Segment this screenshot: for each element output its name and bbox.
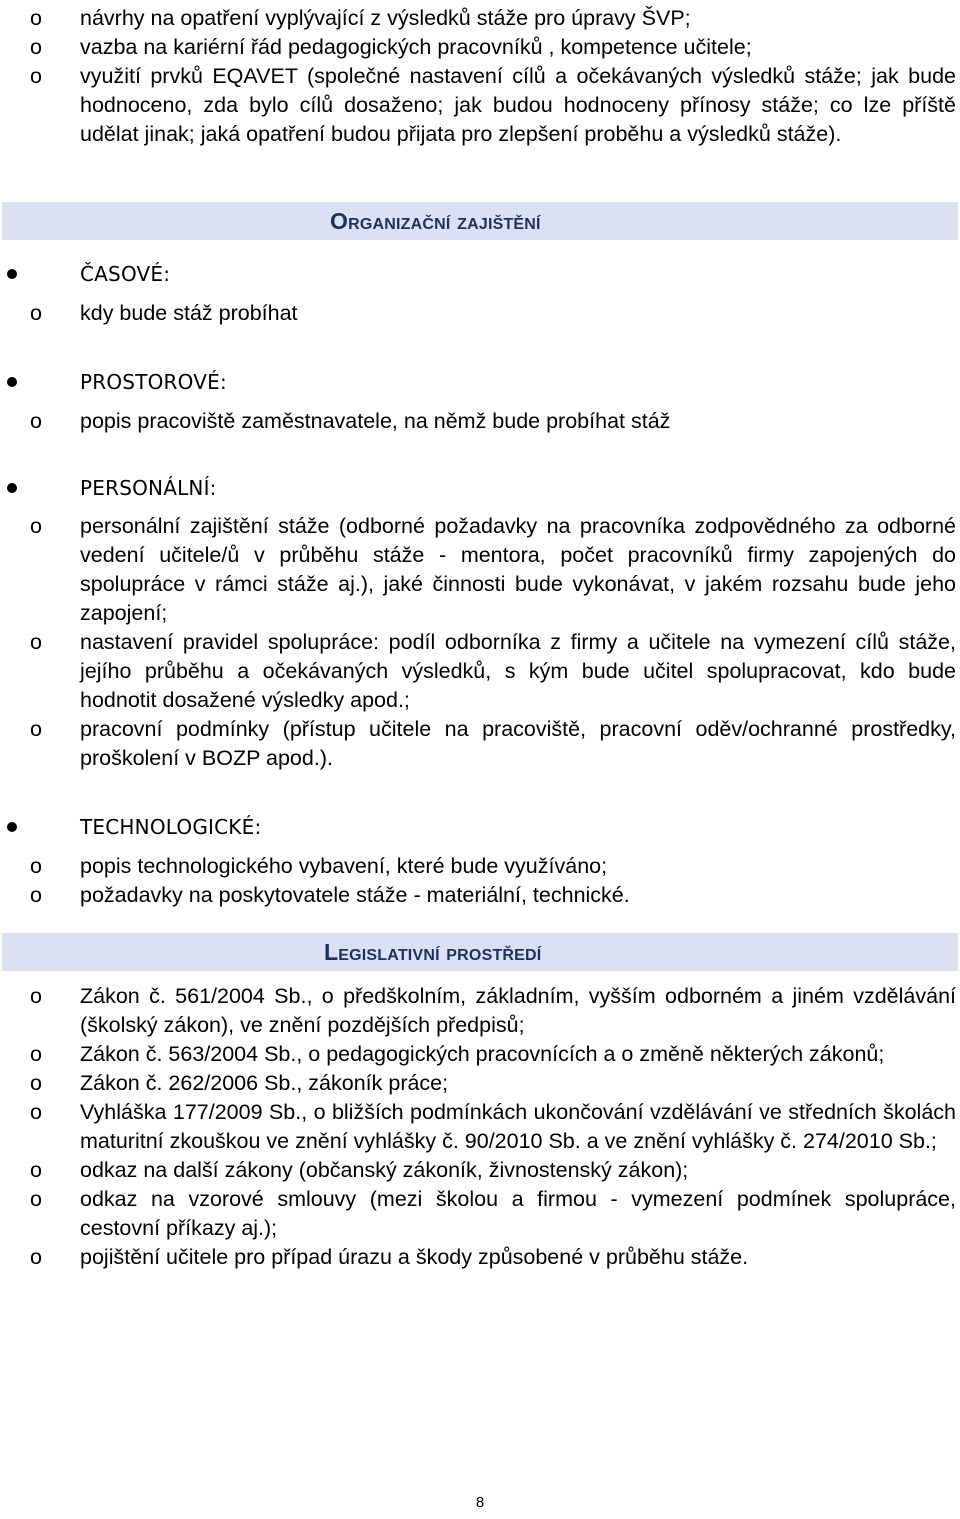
- list-item: [0, 4, 960, 33]
- list-marker: o: [30, 630, 42, 654]
- list-marker: o: [30, 301, 42, 325]
- list-marker: o: [30, 883, 42, 907]
- bullet-icon: [7, 483, 17, 493]
- list-item: [0, 512, 960, 628]
- list-marker: o: [30, 1071, 42, 1095]
- list-marker: o: [30, 1042, 42, 1066]
- list-item: [0, 852, 960, 881]
- intro-list: [0, 4, 960, 149]
- personalni-list: [0, 512, 960, 773]
- list-item-text: odkaz na vzorové smlouvy (mezi školou a firmou - vymezení podmínek spolupráce, cestovní příkazy aj.);: [80, 1187, 956, 1240]
- category-casove: [0, 259, 960, 289]
- list-item-text: pracovní podmínky (přístup učitele na pracoviště, pracovní oděv/ochranné prostředky, proškolení v BOZP apod.).: [80, 717, 956, 770]
- legislativni-list: [0, 982, 960, 1272]
- list-item: [0, 1185, 960, 1243]
- list-item-text: požadavky na poskytovatele stáže - materiální, technické.: [80, 883, 630, 907]
- list-item-text: popis technologického vybavení, které bude využíváno;: [80, 854, 608, 878]
- category-prostorove: [0, 367, 960, 397]
- list-item-text: využití prvků EQAVET (společné nastavení cílů a očekávaných výsledků stáže; jak bude hodnoceno, zda bylo cílů dosaženo; jak budou hodnoceny přínosy stáže; co lze příště udělat jinak; jaká opatření budou přijata pro zlepšení proběhu a výsledků stáže).: [80, 64, 956, 146]
- category-label: ČASOVÉ:: [80, 262, 171, 286]
- section-title: Legislativní prostředí: [324, 939, 542, 965]
- list-item-text: návrhy na opatření vyplývající z výsledků stáže pro úpravy ŠVP;: [80, 6, 691, 30]
- list-item-text: popis pracoviště zaměstnavatele, na němž bude probíhat stáž: [80, 409, 671, 433]
- list-item-text: Zákon č. 563/2004 Sb., o pedagogických pracovnících a o změně některých zákonů;: [80, 1042, 885, 1066]
- list-marker: o: [30, 514, 42, 538]
- category-label: PERSONÁLNÍ:: [80, 476, 217, 500]
- list-item: [0, 1098, 960, 1156]
- list-item: [0, 1069, 960, 1098]
- list-item-text: odkaz na další zákony (občanský zákoník, živnostenský zákon);: [80, 1158, 689, 1182]
- list-marker: o: [30, 1158, 42, 1182]
- page-number: 8: [475, 1494, 485, 1511]
- category-label: TECHNOLOGICKÉ:: [80, 815, 262, 839]
- list-item-text: Zákon č. 561/2004 Sb., o předškolním, základním, vyšším odborném a jiném vzdělávání (školský zákon), ve znění pozdějších předpisů;: [80, 984, 956, 1037]
- list-marker: o: [30, 984, 42, 1008]
- list-marker: o: [30, 717, 42, 741]
- prostorove-list: [0, 407, 960, 436]
- list-marker: o: [30, 64, 42, 88]
- list-item-text: Zákon č. 262/2006 Sb., zákoník práce;: [80, 1071, 449, 1095]
- bullet-icon: [7, 822, 17, 832]
- list-marker: o: [30, 1245, 42, 1269]
- list-item: [0, 628, 960, 715]
- list-item: [0, 881, 960, 910]
- list-item: [0, 982, 960, 1040]
- list-marker: o: [30, 1100, 42, 1124]
- list-marker: o: [30, 854, 42, 878]
- category-technologicke: [0, 812, 960, 842]
- list-item: [0, 1156, 960, 1185]
- section-heading-legislativni: [2, 933, 958, 971]
- list-marker: o: [30, 6, 42, 30]
- list-item: [0, 1243, 960, 1272]
- list-item: [0, 299, 960, 328]
- list-marker: o: [30, 1187, 42, 1211]
- list-marker: o: [30, 409, 42, 433]
- list-item-text: vazba na kariérní řád pedagogických pracovníků , kompetence učitele;: [80, 35, 752, 59]
- list-item: [0, 715, 960, 773]
- list-item-text: personální zajištění stáže (odborné požadavky na pracovníka zodpovědného za odborné vedení učitele/ů v průběhu stáže - mentora, počet pracovníků firmy zapojených do spolupráce v rámci stáže aj.), jaké činnosti bude vykonávat, v jakém rozsahu bude jeho zapojení;: [80, 514, 956, 625]
- category-personalni: [0, 473, 960, 503]
- list-marker: o: [30, 35, 42, 59]
- list-item-text: pojištění učitele pro případ úrazu a škody způsobené v průběhu stáže.: [80, 1245, 749, 1269]
- list-item-text: nastavení pravidel spolupráce: podíl odborníka z firmy a učitele na vymezení cílů stáže, jejího průběhu a očekávaných výsledků, s kým bude učitel spolupracovat, kdo bude hodnotit dosažené výsledky apod.;: [80, 630, 956, 712]
- list-item: [0, 33, 960, 62]
- list-item-text: kdy bude stáž probíhat: [80, 301, 298, 325]
- casove-list: [0, 299, 960, 328]
- category-label: PROSTOROVÉ:: [80, 370, 227, 394]
- bullet-icon: [7, 269, 17, 279]
- list-item: [0, 62, 960, 149]
- technologicke-list: [0, 852, 960, 910]
- list-item: [0, 407, 960, 436]
- section-title: Organizační zajištění: [330, 208, 541, 234]
- list-item: [0, 1040, 960, 1069]
- list-item-text: Vyhláška 177/2009 Sb., o bližších podmínkách ukončování vzdělávání ve středních školách maturitní zkouškou ve znění vyhlášky č. 90/2010 Sb. a ve znění vyhlášky č. 274/2010 Sb.;: [80, 1100, 956, 1153]
- bullet-icon: [7, 377, 17, 387]
- section-heading-organizacni: [2, 202, 958, 240]
